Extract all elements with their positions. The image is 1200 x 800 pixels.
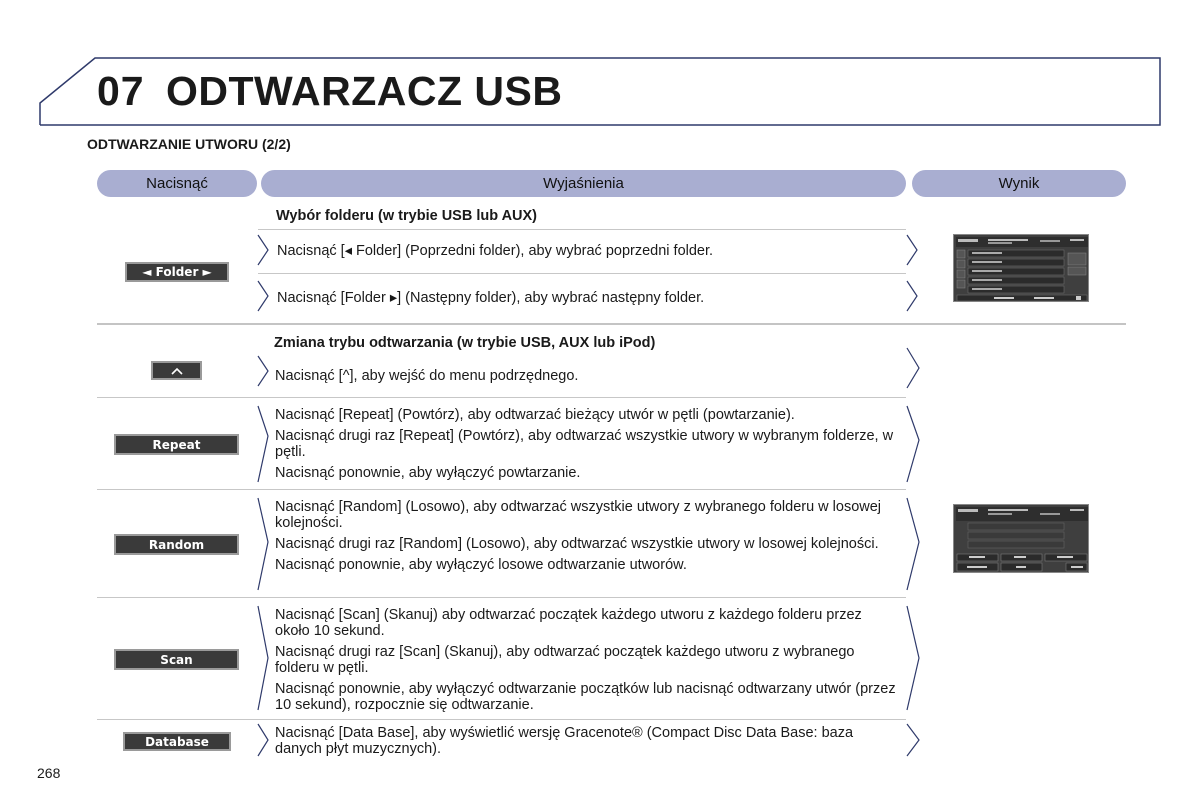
folder-button[interactable]: [125, 262, 229, 282]
scan-line: Nacisnąć ponownie, aby wyłączyć odtwarzanie początków lub nacisnąć odtwarzany utwór (przez 10 sekund), rozpocznie się odtwarzanie.: [275, 681, 896, 713]
scan-line: Nacisnąć drugi raz [Scan] (Skanuj), aby odtwarzać początek każdego utworu z wybranego folderu w pętli.: [275, 644, 855, 676]
chevron-right-icon: [905, 233, 919, 267]
scan-line: Nacisnąć [Scan] (Skanuj) aby odtwarzać początek każdego utworu z każdego folderu przez około 10 sekund.: [275, 607, 862, 639]
column-header-explanation: Wyjaśnienia: [261, 170, 906, 197]
random-button-label: Random: [148, 537, 205, 552]
chevron-right-icon: [905, 604, 921, 712]
repeat-button-label: Repeat: [152, 437, 201, 452]
chevron-right-icon: [905, 346, 921, 390]
chevron-up-icon: [170, 367, 184, 375]
group-divider: [97, 323, 1126, 325]
section-title: ODTWARZANIE UTWORU (2/2): [87, 136, 291, 152]
scan-button-label: Scan: [160, 652, 193, 667]
chapter-number: 07: [97, 68, 145, 114]
random-button[interactable]: [114, 534, 239, 555]
repeat-explanation: [275, 407, 897, 481]
playback-mode-screen-image: [953, 504, 1089, 573]
mode-subheading: Zmiana trybu odtwarzania (w trybie USB, AUX lub iPod): [274, 335, 656, 351]
submenu-up-button[interactable]: [151, 361, 202, 380]
chapter-title: ODTWARZACZ USB: [166, 68, 563, 114]
folder-subheading: Wybór folderu (w trybie USB lub AUX): [276, 208, 538, 224]
column-header-result: Wynik: [912, 170, 1126, 197]
chevron-right-icon: [905, 722, 921, 758]
database-button[interactable]: [123, 732, 231, 751]
database-text: Nacisnąć [Data Base], aby wyświetlić wersję Gracenote® (Compact Disc Data Base: baza danych płyt muzycznych).: [275, 725, 854, 757]
chevron-right-icon: [256, 496, 270, 592]
row-divider: [97, 719, 906, 720]
chevron-right-icon: [256, 233, 270, 267]
chevron-right-icon: [256, 604, 270, 712]
row-divider: [97, 397, 906, 398]
chevron-right-icon: [256, 722, 270, 758]
chevron-right-icon: [256, 404, 270, 484]
chevron-right-icon: [905, 496, 921, 592]
folder-list-screen-image: [953, 234, 1089, 302]
random-line: Nacisnąć ponownie, aby wyłączyć losowe odtwarzanie utworów.: [275, 557, 687, 573]
scan-explanation: [275, 607, 897, 713]
row-divider: [97, 597, 906, 598]
database-button-label: Database: [145, 734, 209, 749]
repeat-button[interactable]: [114, 434, 239, 455]
mode-submenu-text: Nacisnąć [^], aby wejść do menu podrzędnego.: [275, 368, 579, 384]
chevron-right-icon: [256, 279, 270, 313]
chevron-right-icon: [256, 354, 270, 388]
folder-next-text: Nacisnąć [Folder ▸] (Następny folder), aby wybrać następny folder.: [277, 290, 705, 306]
random-line: Nacisnąć drugi raz [Random] (Losowo), aby odtwarzać wszystkie utwory w losowej kolejności.: [275, 536, 879, 552]
divider: [258, 229, 906, 230]
repeat-line: Nacisnąć ponownie, aby wyłączyć powtarzanie.: [275, 465, 581, 481]
row-divider: [97, 489, 906, 490]
repeat-line: Nacisnąć drugi raz [Repeat] (Powtórz), aby odtwarzać wszystkie utwory w wybranym folderze, w pętli.: [275, 428, 894, 460]
chevron-right-icon: [905, 279, 919, 313]
divider: [258, 273, 906, 274]
repeat-line: Nacisnąć [Repeat] (Powtórz), aby odtwarzać bieżący utwór w pętli (powtarzanie).: [275, 407, 795, 423]
random-explanation: [275, 499, 897, 573]
folder-button-label: ◄ Folder ►: [142, 265, 212, 279]
chevron-right-icon: [905, 404, 921, 484]
folder-prev-text: Nacisnąć [◂ Folder] (Poprzedni folder), aby wybrać poprzedni folder.: [277, 243, 714, 259]
scan-button[interactable]: [114, 649, 239, 670]
page-number: 268: [37, 765, 61, 781]
random-line: Nacisnąć [Random] (Losowo), aby odtwarzać wszystkie utwory z wybranego folderu w losowej kolejności.: [275, 499, 882, 531]
column-header-press: Nacisnąć: [97, 170, 257, 197]
